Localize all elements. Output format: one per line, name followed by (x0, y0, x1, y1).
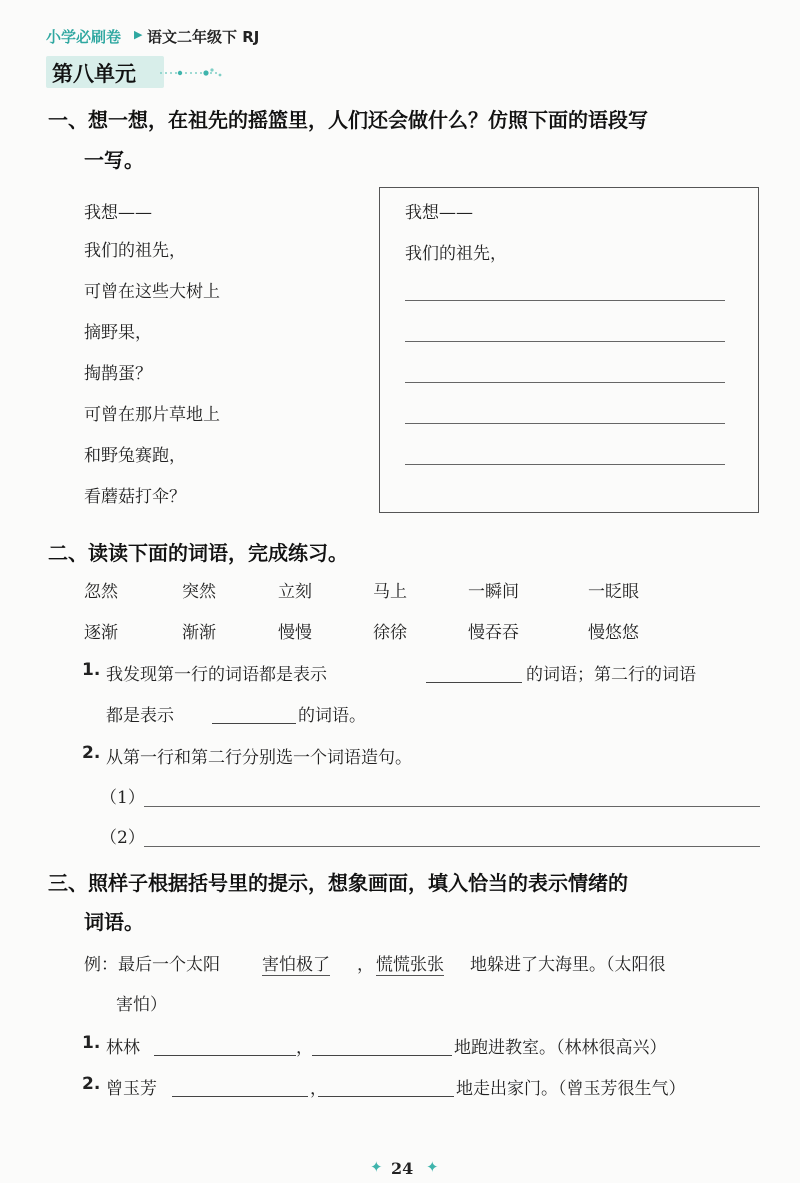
q2-sub1-text-c: 都是表示 (106, 706, 174, 726)
word-row2-item: 慢吞吞 (468, 623, 519, 643)
example-word-2: 慌慌张张 (376, 950, 444, 976)
fill-blank[interactable] (154, 1055, 296, 1056)
poem-line: 我想—— (84, 203, 152, 223)
sub-question-number: 1. (82, 660, 101, 680)
writing-line[interactable] (405, 341, 725, 342)
example-line-2: 害怕） (116, 995, 167, 1015)
writing-line[interactable] (144, 806, 760, 807)
q1-title-line2: 一写。 (84, 148, 144, 172)
word-row2-item: 慢慢 (278, 623, 312, 643)
word-row1-item: 忽然 (84, 582, 118, 602)
fill-blank[interactable] (212, 723, 296, 724)
fill-blank[interactable] (426, 682, 522, 683)
example-word-1: 害怕极了 (262, 950, 330, 976)
q2-sub1-text-a: 我发现第一行的词语都是表示 (106, 665, 327, 685)
item2-rest: 地走出家门。（曾玉芳很生气） (456, 1079, 686, 1099)
word-row1-item: 一瞬间 (468, 582, 519, 602)
item1-subject: 林林 (106, 1038, 140, 1058)
writing-line[interactable] (405, 382, 725, 383)
example-prefix: 例：最后一个太阳 (84, 955, 220, 975)
q2-sub2-text: 从第一行和第二行分别选一个词语造句。 (106, 748, 412, 768)
word-row1-item: 立刻 (278, 582, 312, 602)
star-ornament-icon: ✦ (370, 1158, 383, 1176)
word-row2-item: 慢悠悠 (588, 623, 639, 643)
q2-sub1-text-b: 的词语；第二行的词语 (526, 665, 696, 685)
answer-label-1: （1） (100, 788, 145, 808)
q3-title-line2: 词语。 (84, 910, 144, 934)
writing-line[interactable] (144, 846, 760, 847)
q1-title-line1: 一、想一想，在祖先的摇篮里，人们还会做什么？仿照下面的语段写 (48, 108, 648, 132)
box-line-2: 我们的祖先， (405, 244, 507, 264)
writing-line[interactable] (405, 464, 725, 465)
word-row2-item: 徐徐 (373, 623, 407, 643)
word-row2-item: 渐渐 (182, 623, 216, 643)
q2-title: 二、读读下面的词语，完成练习。 (48, 541, 348, 565)
poem-line: 和野兔赛跑， (84, 446, 186, 466)
word-row1-item: 突然 (182, 582, 216, 602)
poem-line: 看蘑菇打伞？ (84, 487, 186, 507)
poem-line: 可曾在那片草地上 (84, 405, 220, 425)
word-row1-item: 一眨眼 (588, 582, 639, 602)
item2-subject: 曾玉芳 (106, 1079, 157, 1099)
item2-comma: ， (310, 1079, 327, 1099)
series-title: 小学必刷卷 (46, 28, 122, 46)
example-comma: ， (357, 955, 374, 975)
answer-label-2: （2） (100, 828, 145, 848)
fill-blank[interactable] (318, 1096, 454, 1097)
sub-question-number: 1. (82, 1033, 101, 1053)
word-row1-item: 马上 (373, 582, 407, 602)
star-ornament-icon: ✦ (426, 1158, 439, 1176)
poem-line: 我们的祖先， (84, 241, 186, 261)
item1-rest: 地跑进教室。（林林很高兴） (454, 1038, 667, 1058)
poem-line: 掏鹊蛋？ (84, 364, 152, 384)
q3-title-line1: 三、照样子根据括号里的提示，想象画面，填入恰当的表示情绪的 (48, 871, 628, 895)
q2-sub1-text-d: 的词语。 (298, 706, 366, 726)
triangle-arrow-icon: ▶ (134, 28, 143, 41)
fill-blank[interactable] (312, 1055, 452, 1056)
example-rest: 地躲进了大海里。（太阳很 (470, 955, 666, 975)
word-row2-item: 逐渐 (84, 623, 118, 643)
fill-blank[interactable] (172, 1096, 308, 1097)
page-number: 24 (391, 1159, 414, 1178)
poem-line: 摘野果， (84, 323, 152, 343)
sub-question-number: 2. (82, 1074, 101, 1094)
unit-title: 第八单元 (52, 62, 136, 86)
writing-line[interactable] (405, 300, 725, 301)
decorative-dots (160, 67, 390, 79)
sub-question-number: 2. (82, 743, 101, 763)
writing-line[interactable] (405, 423, 725, 424)
poem-line: 可曾在这些大树上 (84, 282, 220, 302)
subject-title: 语文二年级下 RJ (147, 28, 260, 46)
box-line-1: 我想—— (405, 203, 473, 223)
item1-comma: ， (296, 1038, 313, 1058)
